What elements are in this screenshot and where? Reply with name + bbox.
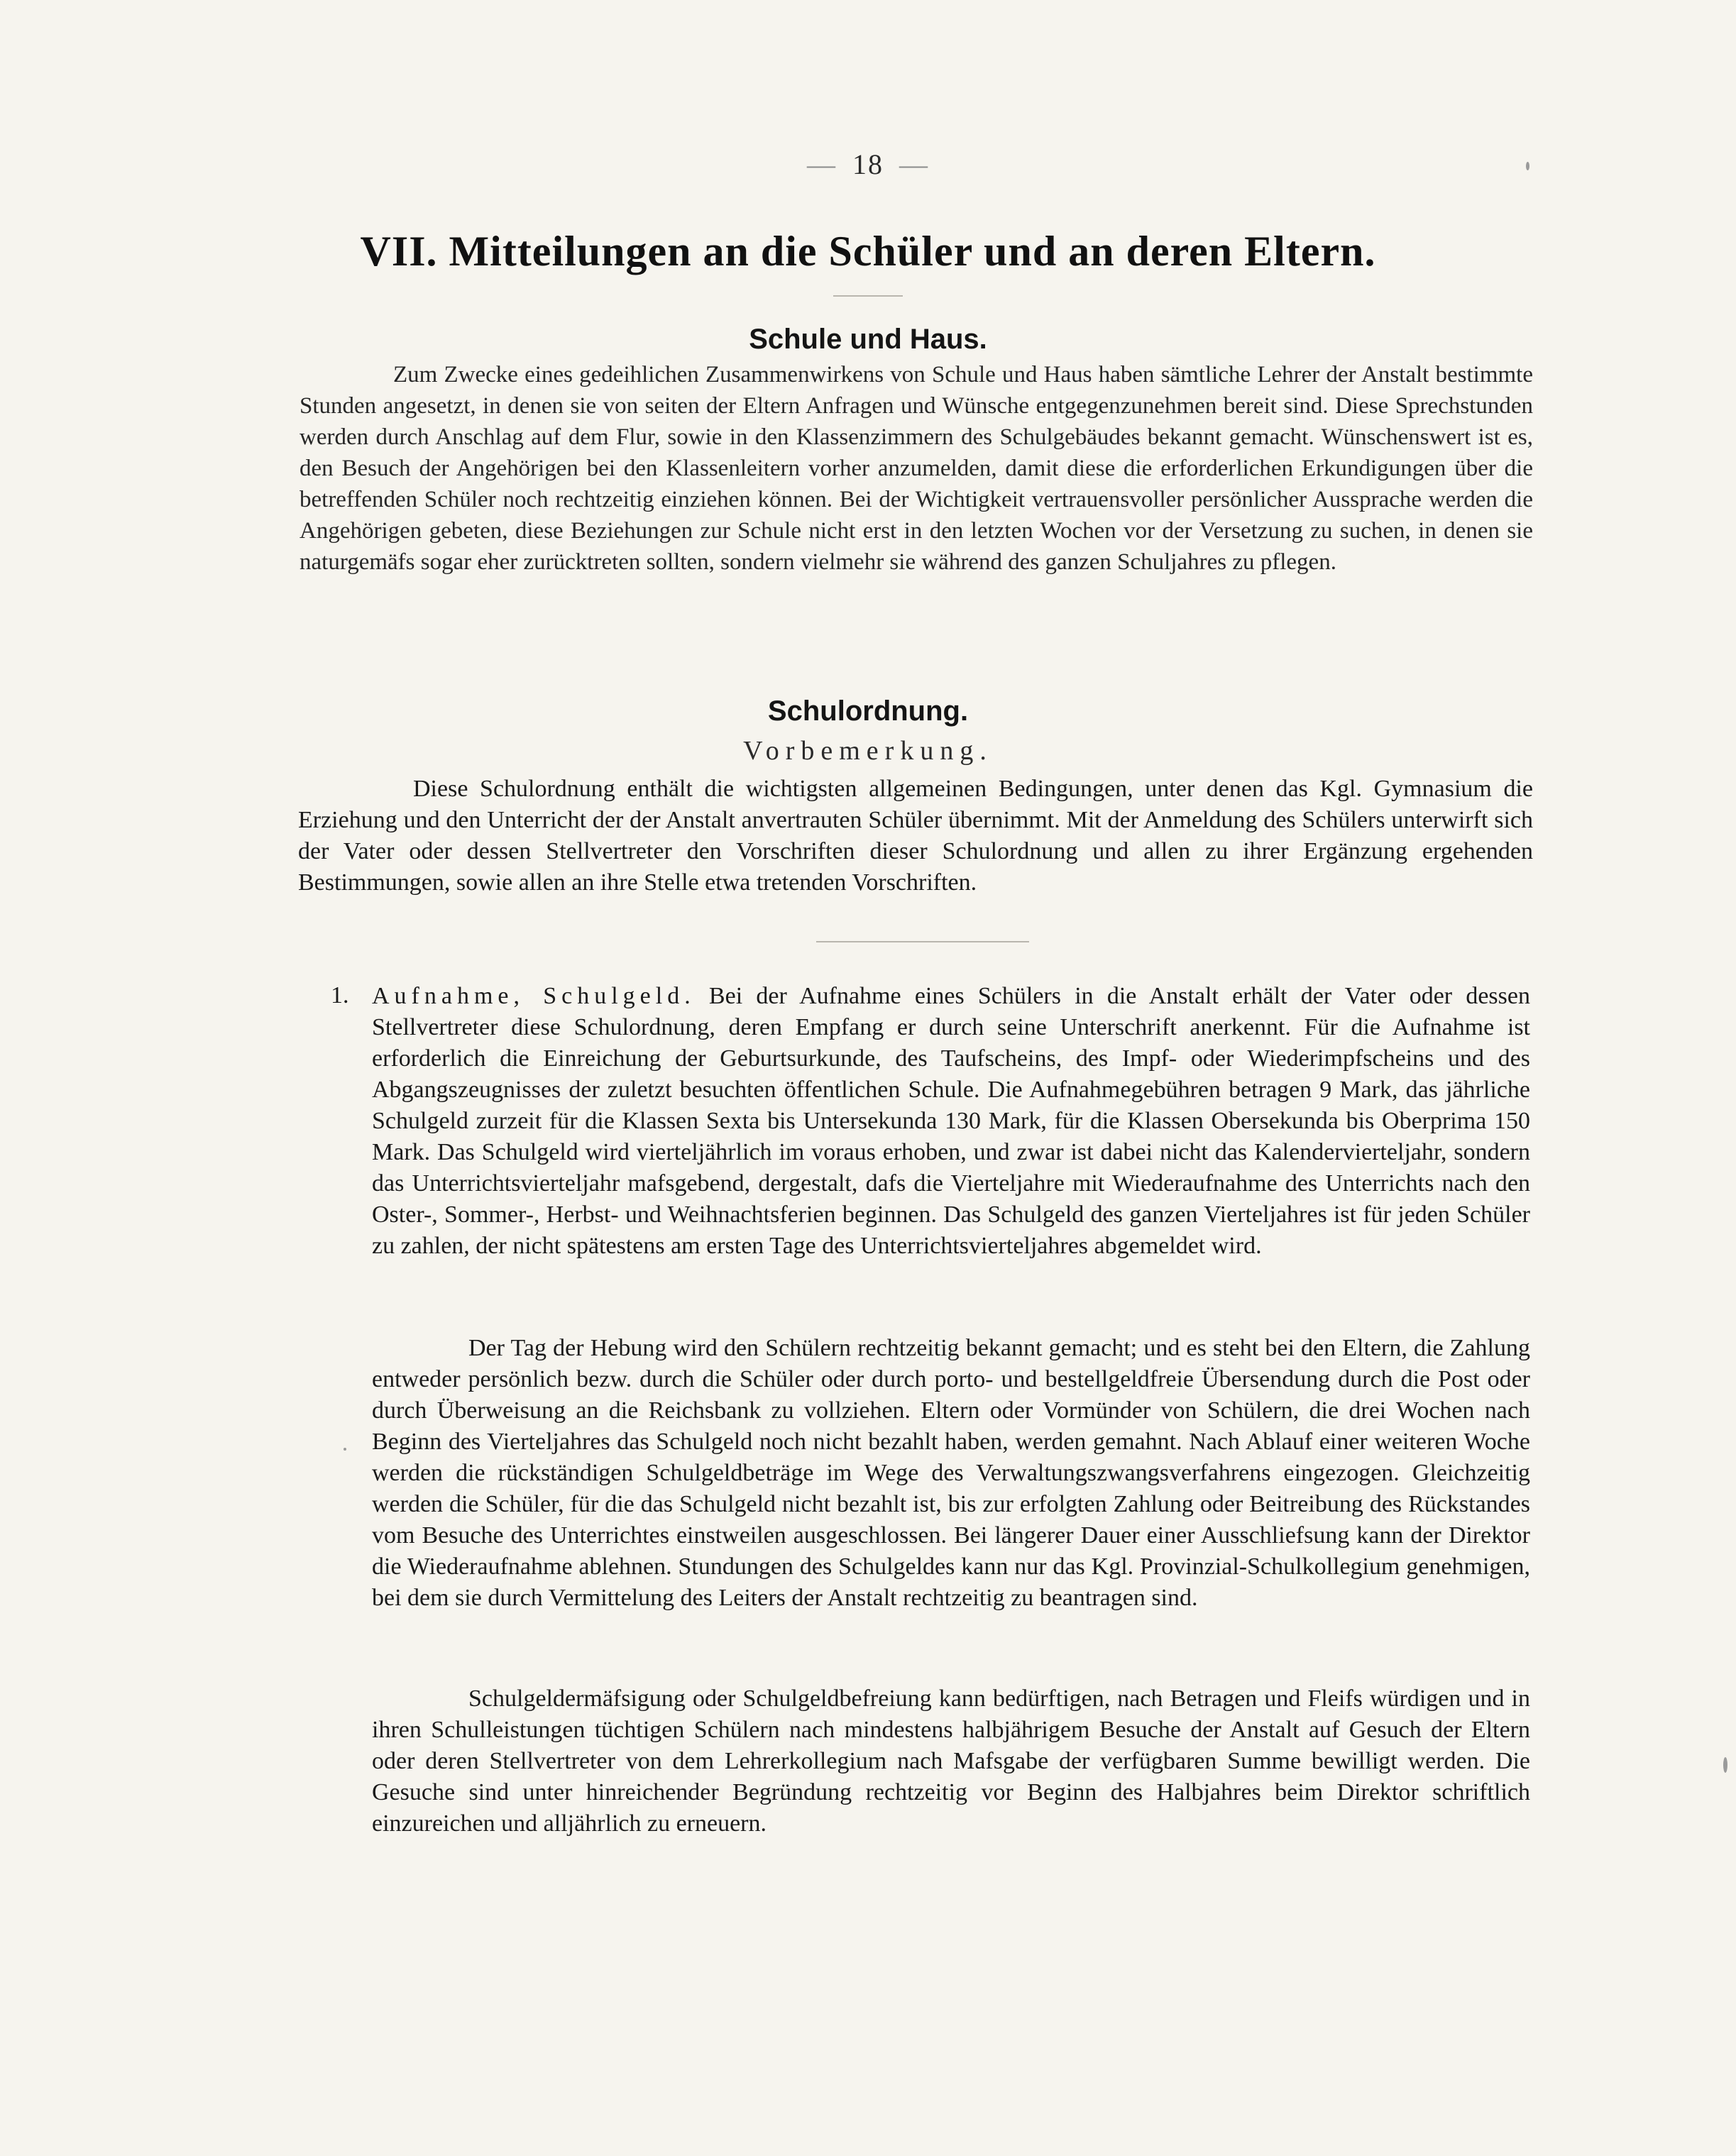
page-number-value: 18 (852, 148, 884, 180)
section-heading-schulordnung: Schulordnung. (767, 695, 969, 727)
item-paragraph-1-text: Bei der Aufnahme eines Schülers in die Anstalt erhält der Vater oder dessen Stellvertreter diese Schulordnung, deren Empfang er durch seine Unterschrift anerkennt. Für die Aufnahme ist erforderlich die Einreichung der Geburtsurkunde, des Taufscheins, des Impf- oder Wiederimpfscheins und des Abgangszeugnisses der zuletzt besuchten öffentlichen Schule. Die Aufnahmegebühren betragen 9 Mark, das jährliche Schulgeld zurzeit für die Klassen Sexta bis Untersekunda 130 Mark, für die Klassen Obersekunda bis Oberprima 150 Mark. Das Schulgeld wird vierteljährlich im voraus erhoben, und zwar ist dabei nicht das Kalendervierteljahr, sondern das Unterrichtsvierteljahr mafsgebend, dergestalt, dafs die Vierteljahre mit Wiederaufnahme des Unterrichts nach den Oster-, Sommer-, Herbst- und Weihnachtsferien beginnen. Das Schulgeld des ganzen Vierteljahres ist für jeden Schüler zu zahlen, der nicht spätestens am ersten Tage des Unterrichtsvierteljahres abgemeldet wird. (372, 983, 1530, 1259)
item-paragraph-2 (372, 1333, 1530, 1614)
item-paragraph-3-text: Schulgeldermäfsigung oder Schulgeldbefreiung kann bedürftigen, nach Betragen und Fleifs würdigen und in ihren Schulleistungen tüchtigen Schülern nach mindestens halbjährigem Besuche der Anstalt auf Gesuch der Eltern oder deren Stellvertreter von dem Lehrerkollegium nach Mafsgabe der verfügbaren Summe bewilligt werden. Die Gesuche sind unter hinreichender Begründung rechtzeitig vor Beginn des Halbjahres beim Direktor schriftlich einzureichen und alljährlich zu erneuern. (372, 1685, 1530, 1837)
paragraph-vorbemerkung (298, 774, 1533, 898)
item-paragraph-1 (372, 981, 1530, 1262)
paragraph-schule-und-haus (300, 359, 1533, 578)
paper-speck-2 (1723, 1757, 1727, 1773)
page-number-dash-left: — (807, 148, 837, 180)
subheading-vorbemerkung: Vorbemerkung. (743, 736, 993, 766)
section-heading-schule-und-haus: Schule und Haus. (749, 324, 987, 355)
paper-speck-3 (344, 1448, 346, 1451)
paper-speck-1 (1526, 162, 1529, 170)
paragraph-schule-und-haus-text: Zum Zwecke eines gedeihlichen Zusammenwirkens von Schule und Haus haben sämtliche Lehrer der Anstalt bestimmte Stunden angesetzt, in denen sie von seiten der Eltern Anfragen und Wünsche entgegenzunehmen bereit sind. Diese Sprechstunden werden durch Anschlag auf dem Flur, sowie in den Klassenzimmern des Schulgebäudes bekannt gemacht. Wünschenswert ist es, den Besuch der Angehörigen bei den Klassenleitern vorher anzumelden, damit diese die erforderlichen Erkundigungen über die betreffenden Schüler noch rechtzeitig einziehen können. Bei der Wichtigkeit vertrauensvoller persönlicher Aussprache werden die Angehörigen gebeten, diese Beziehungen zur Schule nicht erst in den letzten Wochen vor der Versetzung zu suchen, in denen sie naturgemäfs sogar eher zurücktreten sollten, sondern vielmehr sie während des ganzen Schuljahres zu pflegen. (300, 362, 1533, 575)
item-label: Aufnahme, Schulgeld. (372, 983, 696, 1009)
chapter-title: VII. Mitteilungen an die Schüler und an deren Eltern. (360, 228, 1376, 275)
item-paragraph-2-text: Der Tag der Hebung wird den Schülern rechtzeitig bekannt gemacht; und es steht bei den Eltern, die Zahlung entweder persönlich bezw. durch die Schüler oder durch porto- und bestellgeldfreie Übersendung durch die Post oder durch Überweisung an die Reichsbank zu vollziehen. Eltern oder Vormünder von Schülern, die drei Wochen nach Beginn des Vierteljahres das Schulgeld noch nicht bezahlt haben, werden gemahnt. Nach Ablauf einer weiteren Woche werden die rückständigen Schulgeldbeträge im Wege des Verwaltungszwangsverfahrens eingezogen. Gleichzeitig werden die Schüler, für die das Schulgeld nicht bezahlt ist, bis zur erfolgten Zahlung oder Beitreibung des Rückstandes vom Besuche des Unterrichtes einstweilen ausgeschlossen. Bei längerer Dauer einer Ausschliefsung kann der Direktor die Wiederaufnahme ablehnen. Stundungen des Schulgeldes kann nur das Kgl. Provinzial-Schulkollegium genehmigen, bei dem sie durch Vermittelung des Leiters der Anstalt rechtzeitig zu beantragen sind. (372, 1335, 1530, 1611)
item-number: 1. (331, 982, 349, 1008)
paragraph-vorbemerkung-text: Diese Schulordnung enthält die wichtigsten allgemeinen Bedingungen, unter denen das Kgl. Gymnasium die Erziehung und den Unterricht der der Anstalt anvertrauten Schüler übernimmt. Mit der Anmeldung des Schülers unterwirft sich der Vater oder dessen Stellvertreter den Vorschriften dieser Schulordnung und allen zu ihrer Ergänzung ergehenden Bestimmungen, sowie allen an ihre Stelle etwa tretenden Vorschriften. (298, 776, 1533, 896)
divider-rule-2 (816, 941, 1029, 942)
page-number-dash-right: — (899, 148, 929, 180)
page-number (0, 148, 1736, 181)
divider-rule-1 (833, 295, 903, 297)
item-paragraph-3 (372, 1683, 1530, 1839)
